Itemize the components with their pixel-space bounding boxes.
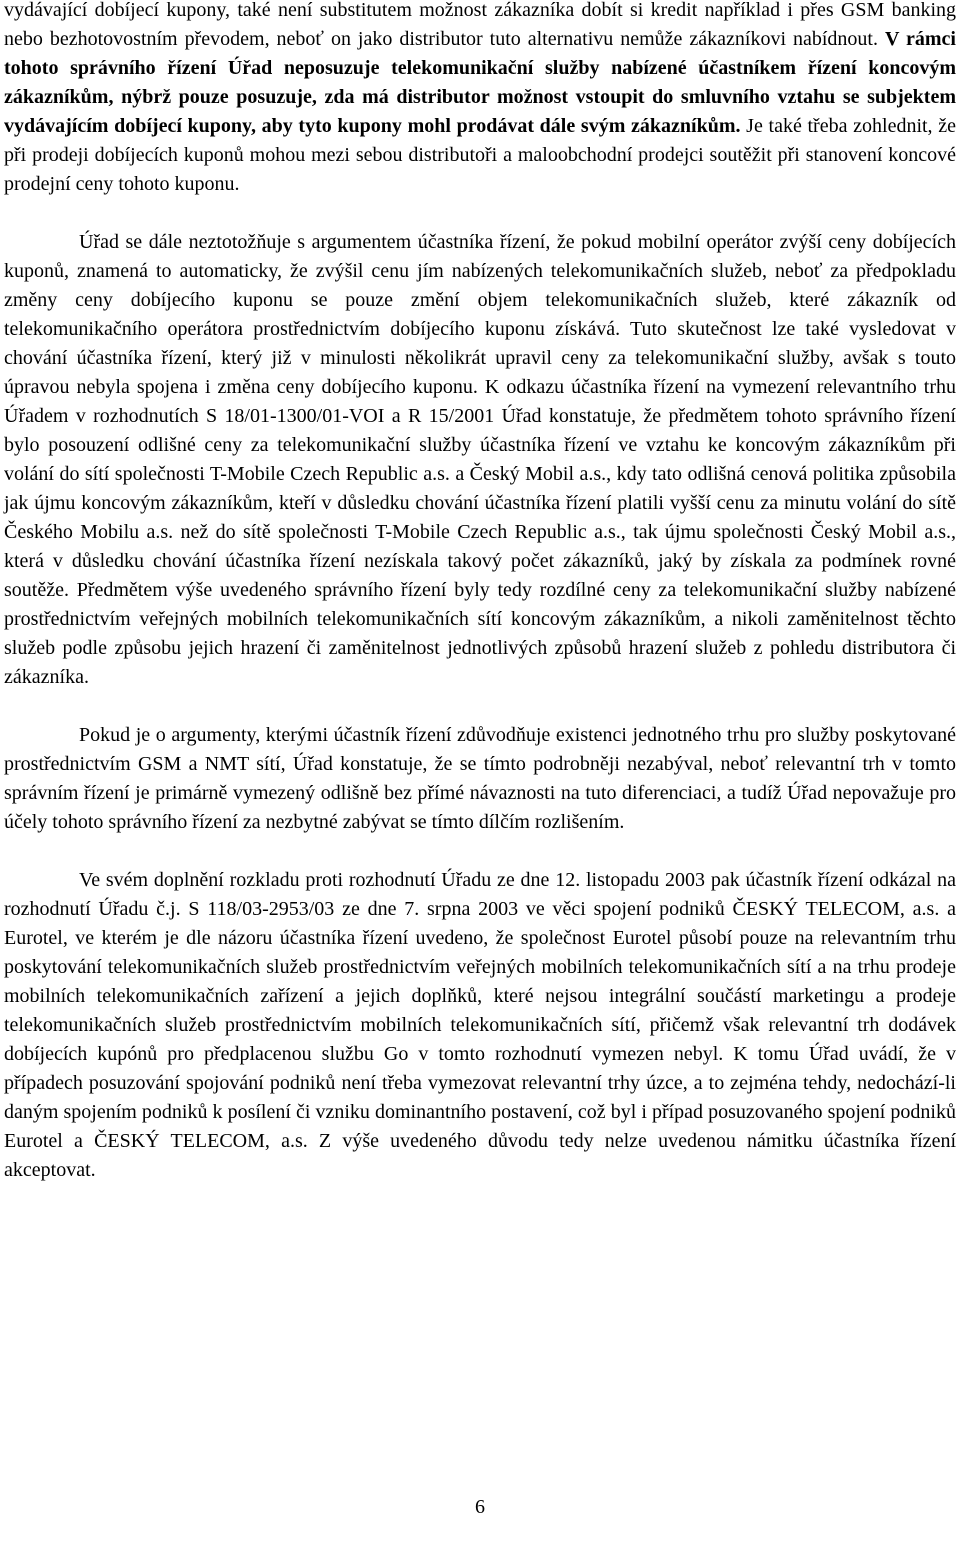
paragraph-4 (4, 866, 956, 1185)
page-number: 6 (475, 1496, 485, 1518)
paragraph-1-text: vydávající dobíjecí kupony, také není substitutem možnost zákazníka dobít si kredit například i přes GSM banking nebo bezhotovostním převodem, neboť on jako distributor tuto alternativu nemůže zákazníkovi nabídnout. (4, 0, 956, 50)
paragraph-1 (4, 0, 956, 199)
paragraph-1-bold-text: V rámci tohoto správního řízení Úřad neposuzuje telekomunikační služby nabízené účastníkem řízení koncovým zákazníkům, nýbrž pouze posuzuje, zda má distributor možnost vstoupit do smluvního vztahu se subjektem vydávajícím dobíjecí kupony, aby tyto kupony mohl prodávat dále svým zákazníkům. (4, 28, 956, 137)
paragraph-1-text-end: Je také třeba zohlednit, že při prodeji dobíjecích kuponů mohou mezi sebou distributoři a maloobchodní prodejci soutěžit při stanovení koncové prodejní ceny tohoto kuponu. (4, 115, 956, 195)
paragraph-4-text: Ve svém doplnění rozkladu proti rozhodnutí Úřadu ze dne 12. listopadu 2003 pak účastník řízení odkázal na rozhodnutí Úřadu č.j. S 118/03-2953/03 ze dne 7. srpna 2003 ve věci spojení podniků ČESKÝ TELECOM, a.s. a Eurotel, ve kterém je dle názoru účastníka řízení uvedeno, že společnost Eurotel působí pouze na relevantním trhu poskytování telekomunikačních služeb prostřednictvím veřejných mobilních telekomunikačních sítí a na trhu prodeje mobilních telekomunikačních zařízení a jejich doplňků, které nejsou integrální součástí marketingu a prodeje telekomunikačních služeb prostřednictvím mobilních telekomunikačních sítí, přičemž však relevantní trh dodávek dobíjecích kupónů pro předplacenou službu Go v tomto rozhodnutí vymezen nebyl. K tomu Úřad uvádí, že v případech posuzování spojování podniků není třeba vymezovat relevantní trhy úzce, a to zejména tehdy, nedochází-li daným spojením podniků k posílení či vzniku dominantního postavení, což byl i případ posuzovaného spojení podniků Eurotel a ČESKÝ TELECOM, a.s. Z výše uvedeného důvodu tedy nelze uvedenou námitku účastníka řízení akceptovat. (4, 869, 956, 1181)
paragraph-3 (4, 721, 956, 837)
paragraph-2 (4, 228, 956, 692)
paragraph-3-text: Pokud je o argumenty, kterými účastník řízení zdůvodňuje existenci jednotného trhu pro služby poskytované prostřednictvím GSM a NMT sítí, Úřad konstatuje, že se tímto podrobněji nezabýval, neboť relevantní trh v tomto správním řízení je primárně vymezený odlišně bez přímé návaznosti na tuto diferenciaci, a tudíž Úřad nepovažuje pro účely tohoto správního řízení za nezbytné zabývat se tímto dílčím rozlišením. (4, 724, 956, 833)
paragraph-2-text: Úřad se dále neztotožňuje s argumentem účastníka řízení, že pokud mobilní operátor zvýší ceny dobíjecích kuponů, znamená to automaticky, že zvýšil cenu jím nabízených telekomunikačních služeb, neboť za předpokladu změny ceny dobíjecího kuponu se pouze změní objem telekomunikačních služeb, které zákazník od telekomunikačního operátora prostřednictvím dobíjecího kuponu získává. Tuto skutečnost lze také vysledovat v chování účastníka řízení, který již v minulosti několikrát upravil ceny za telekomunikační služby, avšak s touto úpravou nebyla spojena i změna ceny dobíjecího kuponu. K odkazu účastníka řízení na vymezení relevantního trhu Úřadem v rozhodnutích S 18/01-1300/01-VOI a R 15/2001 Úřad konstatuje, že předmětem tohoto správního řízení bylo posouzení odlišné ceny za telekomunikační služby účastníka řízení ve vztahu ke koncovým zákazníkům při volání do sítí společnosti T-Mobile Czech Republic a.s. a Český Mobil a.s., kdy tato odlišná cenová politika způsobila jak újmu koncovým zákazníkům, kteří v důsledku chování účastníka řízení platili vyšší cenu za minutu volání do sítě Českého Mobilu a.s. než do sítě společnosti T-Mobile Czech Republic a.s., tak újmu společnosti Český Mobil a.s., která v důsledku chování účastníka řízení nezískala takový počet zákazníků, jaký by získala za podmínek rovné soutěže. Předmětem výše uvedeného správního řízení byly tedy rozdílné ceny za telekomunikační služby nabízené prostřednictvím veřejných mobilních telekomunikačních sítí koncovým zákazníkům, a nikoli zaměnitelnost těchto služeb podle způsobu jejich hrazení či zaměnitelnost jednotlivých způsobů hrazení služeb z pohledu distributora či zákazníka. (4, 231, 956, 688)
